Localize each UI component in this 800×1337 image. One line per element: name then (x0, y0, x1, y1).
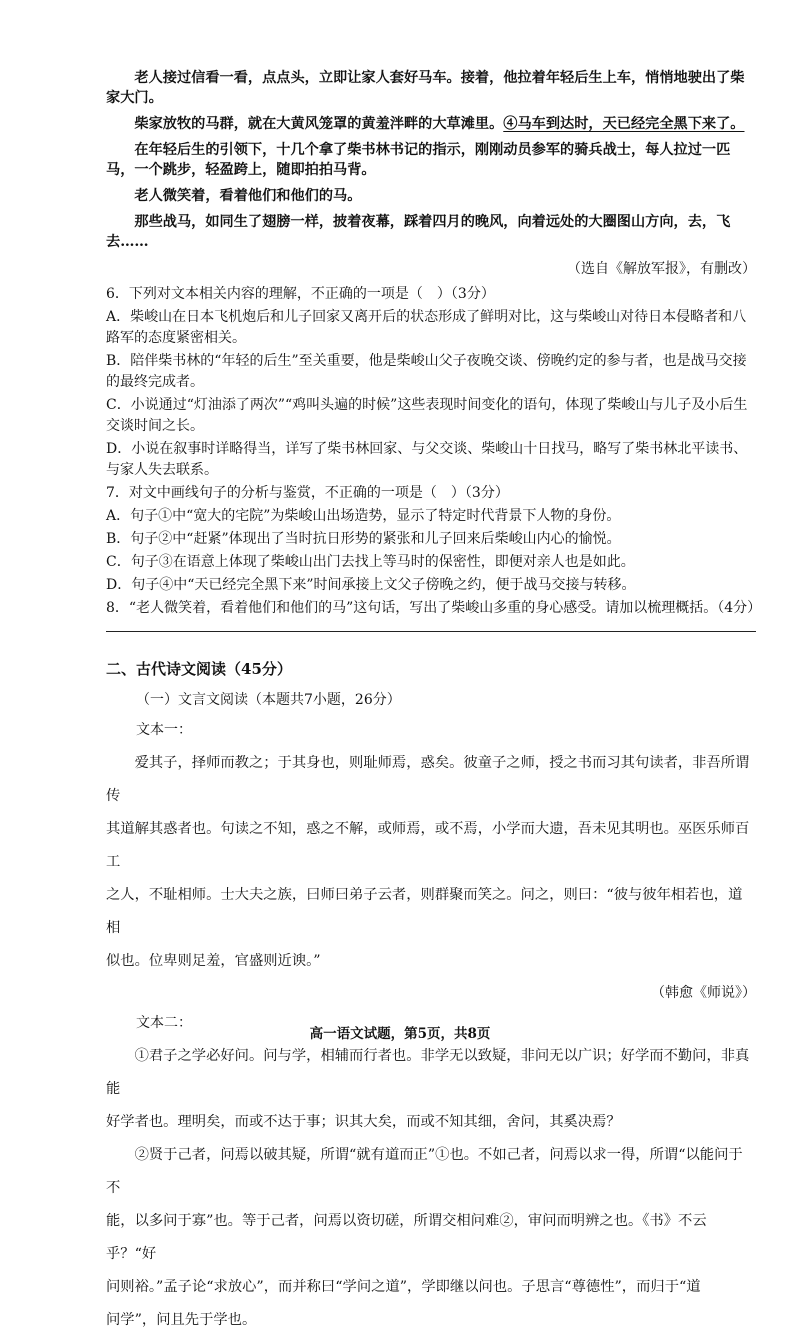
story-paragraph: 那些战马，如同生了翅膀一样，披着夜幕，踩着四月的晚风，向着远处的大圈图山方向，去，飞去…… (106, 214, 731, 250)
story-text: 柴家放牧的马群，就在大黄风笼罩的黄羞泮畔的大草滩里。 (134, 116, 504, 132)
question-6-option-d: D．小说在叙事时详略得当，详写了柴书林回家、与父交谈、柴峻山十日找马，略写了柴书林北平读书、与家人失去联系。 (106, 441, 748, 478)
question-6-option-a: A．柴峻山在日本飞机炮后和儿子回家又离开后的状态形成了鲜明对比，这与柴峻山对待日本侵略者和八路军的态度紧密相关。 (106, 309, 747, 346)
section-title: 二、古代诗文阅读（45分） (106, 660, 292, 678)
text-two-line: 问则裕。”孟子论“求放心”，而并称曰“学问之道”，学即继以问也。子思言“尊德性”，而归于“道 (106, 1279, 701, 1295)
text-two-line: ①君子之学必好问。问与学，相辅而行者也。非学无以致疑，非问无以广识；好学而不勤问，非真能 (106, 1048, 750, 1097)
section-subtitle: （一）文言文阅读（本题共7小题，26分） (136, 692, 401, 708)
text-two-line: 好学者也。理明矣，而或不达于事；识其大矣，而或不知其细，舍问，其奚决焉？ (106, 1114, 621, 1130)
question-6-option-c: C．小说通过“灯油添了两次”“鸡叫头遍的时候”这些表现时间变化的语句，体现了柴峻山与儿子及小后生交谈时间之长。 (106, 397, 748, 434)
section-divider (106, 631, 756, 632)
text-one-line: 之人，不耻相师。士大夫之族，曰师曰弟子云者，则群聚而笑之。问之，则曰：“彼与彼年相若也，道相 (106, 887, 743, 936)
question-7-option-c: C．句子③在语意上体现了柴峻山出门去找上等马时的保密性，即便对亲人也是如此。 (106, 554, 635, 570)
text-one-source: （韩愈《师说》） (651, 985, 756, 1001)
question-6-stem: 6．下列对文本相关内容的理解，不正确的一项是（ ）（3分） (106, 286, 495, 302)
page-footer: 高一语文试题，第5页，共8页 (309, 1026, 491, 1042)
story-paragraph (106, 114, 756, 134)
question-8: 8．“老人微笑着，看着他们和他们的马”这句话，写出了柴峻山多重的身心感受。请加以梳理概括。（4分） (106, 600, 762, 616)
question-7-option-b: B．句子②中“赶紧”体现出了当时抗日形势的紧张和儿子回来后柴峻山内心的愉悦。 (106, 531, 621, 547)
story-paragraph: 在年轻后生的引领下，十几个拿了柴书林书记的指示，刚刚动员参军的骑兵战士，每人拉过一匹马，一个跳步，轻盈跨上，随即拍拍马背。 (106, 142, 731, 178)
story-source: （选自《解放军报》，有删改） (567, 261, 756, 277)
text-one-line: 其道解其惑者也。句读之不知，惑之不解，或师焉，或不焉，小学而大遗，吾未见其明也。巫医乐师百工 (106, 821, 750, 870)
text-one-line: 似也。位卑则足羞，官盛则近谀。” (106, 953, 321, 969)
question-7-stem: 7．对文中画线句子的分析与鉴赏，不正确的一项是（ ）（3分） (106, 485, 509, 501)
text-two-line: 问学”，问且先于学也。 (106, 1312, 257, 1328)
text-two-line: 能，以多问于寡”也。等于己者，问焉以资切磋，所谓交相问难②，审问而明辨之也。《书》不云乎？“好 (106, 1213, 707, 1262)
text-one-label: 文本一： (136, 722, 192, 738)
underlined-sentence-4: ④马车到达时，天已经完全黑下来了。 (503, 116, 745, 132)
question-7-option-a: A．句子①中“宽大的宅院”为柴峻山出场造势，显示了特定时代背景下人物的身份。 (106, 508, 621, 524)
text-two-line: ②贤于己者，问焉以破其疑，所谓“就有道而正”①也。不如己者，问焉以求一得，所谓“以能问于不 (106, 1147, 743, 1196)
question-7-option-d: D．句子④中“天已经完全黑下来”时间承接上文父子傍晚之约，便于战马交接与转移。 (106, 577, 636, 593)
story-paragraph: 老人接过信看一看，点点头，立即让家人套好马车。接着，他拉着年轻后生上车，悄悄地驶出了柴家大门。 (106, 70, 745, 106)
question-6-option-b: B．陪伴柴书林的“年轻的后生”至关重要，他是柴峻山父子夜晚交谈、傍晚约定的参与者，也是战马交接的最终完成者。 (106, 353, 747, 390)
story-paragraph: 老人微笑着，看着他们和他们的马。 (134, 188, 362, 204)
text-two-label: 文本二： (136, 1015, 192, 1031)
text-one-line: 爱其子，择师而教之；于其身也，则耻师焉，惑矣。彼童子之师，授之书而习其句读者，非吾所谓传 (106, 755, 750, 804)
